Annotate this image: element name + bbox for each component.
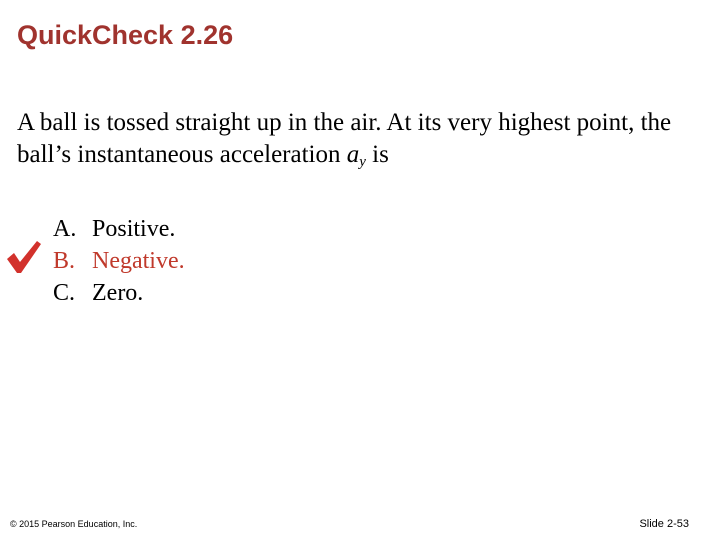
option-a xyxy=(53,213,185,245)
question-text xyxy=(17,107,697,171)
slide-number: Slide 2-53 xyxy=(639,518,689,530)
option-c-letter: C. xyxy=(53,280,76,306)
checkmark-icon xyxy=(4,238,42,276)
option-c-text: Zero. xyxy=(92,280,144,306)
option-b-letter: B. xyxy=(53,248,76,274)
acceleration-variable: a xyxy=(346,141,360,168)
copyright-notice: © 2015 Pearson Education, Inc. xyxy=(10,519,138,529)
option-c xyxy=(53,277,185,309)
question-text-before: A ball is tossed straight up in the air. At its very highest point, the ball’s instantaneous acceleration xyxy=(17,109,672,168)
question-text-after: is xyxy=(365,141,389,168)
option-b-text: Negative. xyxy=(92,248,185,274)
acceleration-subscript: y xyxy=(359,154,366,170)
option-a-letter: A. xyxy=(53,216,77,242)
slide-title: QuickCheck 2.26 xyxy=(17,20,234,50)
option-b xyxy=(53,245,185,277)
option-a-text: Positive. xyxy=(92,216,176,242)
answer-options xyxy=(53,213,185,309)
